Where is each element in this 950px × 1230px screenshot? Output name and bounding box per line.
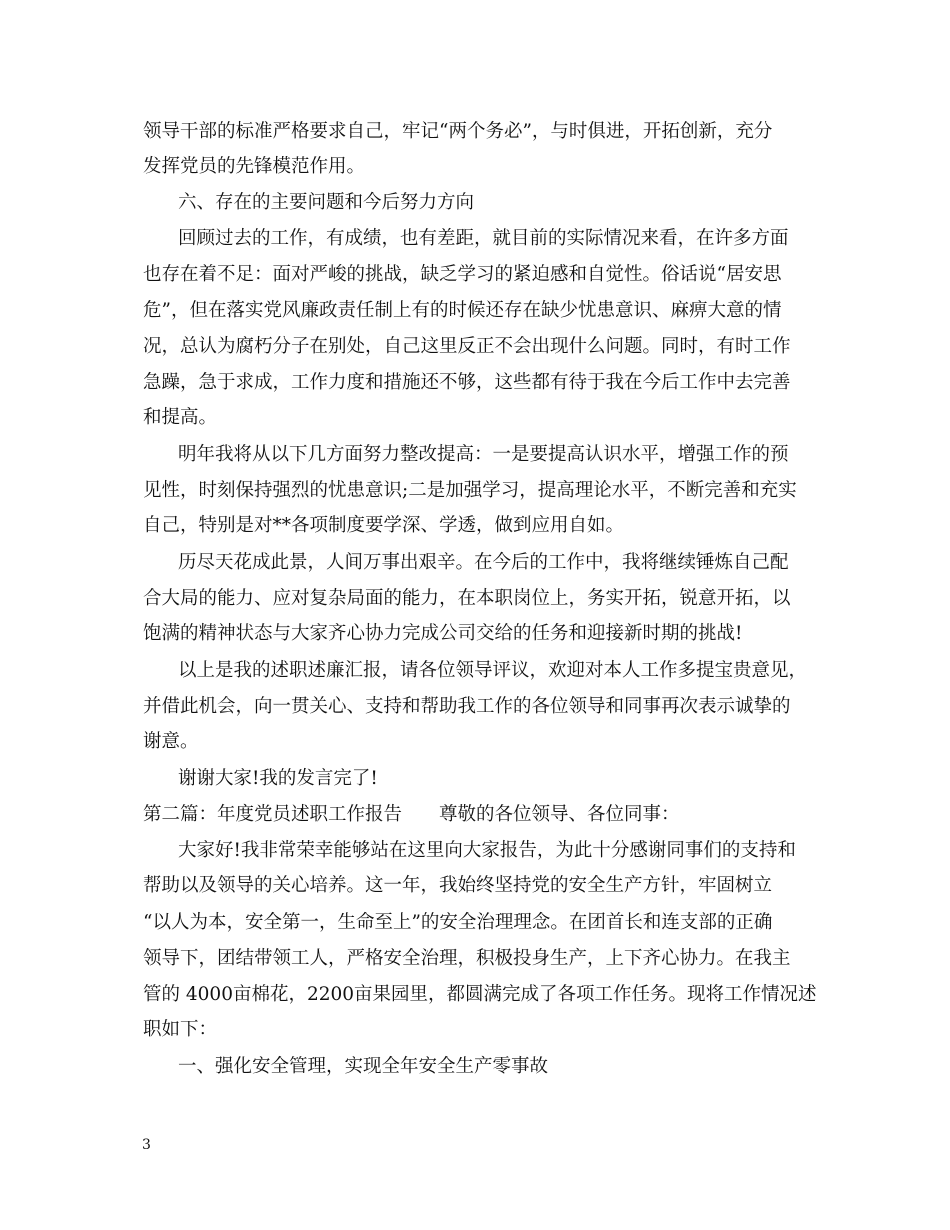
section-heading: 六、存在的主要问题和今后努力方向 <box>178 192 475 213</box>
text-line: 况，总认为腐朽分子在别处，自己这里反正不会出现什么问题。同时，有时工作 <box>143 336 791 357</box>
text-line: 以上是我的述职述廉汇报，请各位领导评议，欢迎对本人工作多提宝贵意见， <box>178 660 808 681</box>
text-line: 危”，但在落实党风廉政责任制上有的时候还存在缺少忧患意识、麻痹大意的情 <box>143 300 782 321</box>
text-line: 谢谢大家!我的发言完了! <box>178 768 378 789</box>
text-line: 领导下，团结带领工人，严格安全治理，积极投身生产，上下齐心协力。在我主 <box>143 948 791 969</box>
text-line: 管的 4000亩棉花，2200亩果园里，都圆满完成了各项工作任务。现将工作情况述 <box>143 984 817 1005</box>
page-number: 3 <box>142 1137 151 1153</box>
text-line: 急躁，急于求成，工作力度和措施还不够，这些都有待于我在今后工作中去完善 <box>143 372 791 393</box>
text-line: 发挥党员的先锋模范作用。 <box>143 156 366 177</box>
chapter-heading: 第二篇：年度党员述职工作报告 尊敬的各位领导、各位同事： <box>143 804 680 825</box>
text-line: 和提高。 <box>143 407 218 428</box>
text-line: 并借此机会，向一贯关心、支持和帮助我工作的各位领导和同事再次表示诚挚的 <box>143 696 791 717</box>
text-line: 历尽天花成此景，人间万事出艰辛。在今后的工作中，我将继续锤炼自己配 <box>178 552 789 573</box>
section-heading: 一、强化安全管理，实现全年安全生产零事故 <box>178 1056 549 1077</box>
text-line: 饱满的精神状态与大家齐心协力完成公司交给的任务和迎接新时期的挑战! <box>143 623 743 644</box>
text-line: 见性，时刻保持强烈的忧患意识;二是加强学习，提高理论水平，不断完善和充实 <box>143 480 797 501</box>
text-line: 回顾过去的工作，有成绩，也有差距，就目前的实际情况来看，在许多方面 <box>178 228 789 249</box>
text-line: 领导干部的标准严格要求自己，牢记“两个务必”，与时俱进，开拓创新，充分 <box>143 121 773 142</box>
text-line: 大家好!我非常荣幸能够站在这里向大家报告，为此十分感谢同事们的支持和 <box>178 840 796 861</box>
text-line: 自己，特别是对**各项制度要学深、学透，做到应用自如。 <box>143 515 625 536</box>
text-line: 明年我将从以下几方面努力整改提高：一是要提高认识水平，增强工作的预 <box>178 444 789 465</box>
text-line: “以人为本，安全第一，生命至上”的安全治理理念。在团首长和连支部的正确 <box>143 912 773 933</box>
text-line: 帮助以及领导的关心培养。这一年，我始终坚持党的安全生产方针，牢固树立 <box>143 875 773 896</box>
text-line: 职如下： <box>143 1019 218 1040</box>
text-line: 谢意。 <box>143 731 199 752</box>
text-line: 也存在着不足：面对严峻的挑战，缺乏学习的紧迫感和自觉性。俗话说“居安思 <box>143 264 782 285</box>
text-line: 合大局的能力、应对复杂局面的能力，在本职岗位上，务实开拓，锐意开拓，以 <box>143 588 791 609</box>
